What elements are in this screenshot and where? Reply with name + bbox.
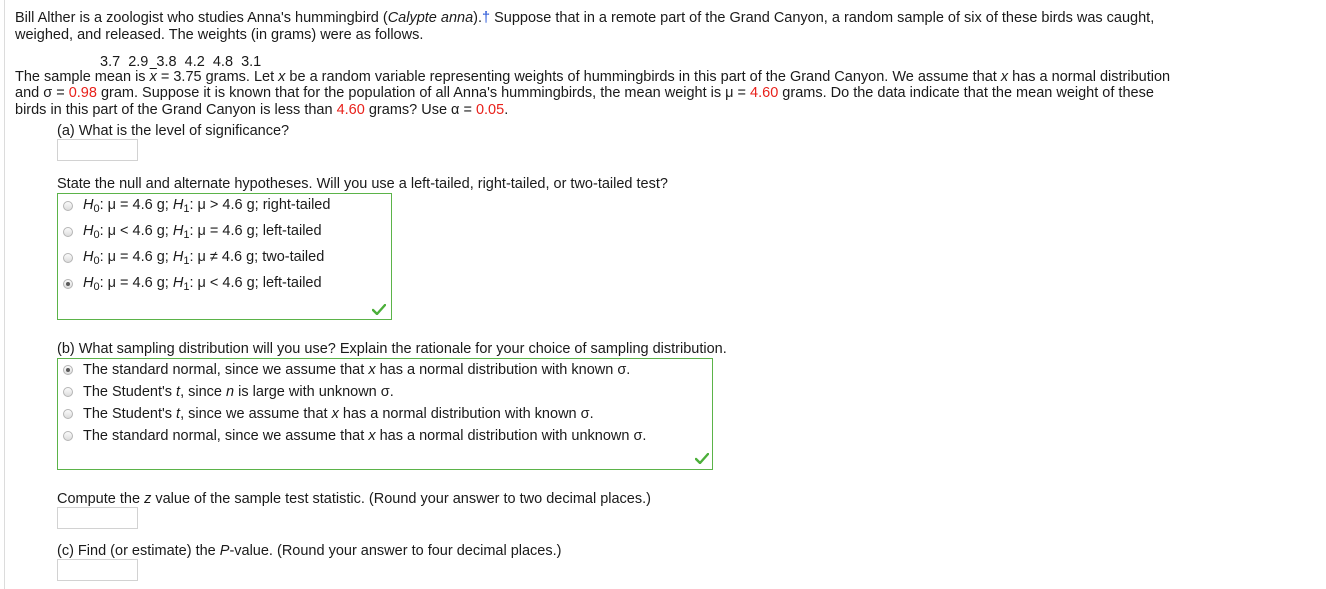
p2-text-5: and σ = (15, 85, 69, 102)
x-symbol: x (278, 69, 286, 85)
question-text: (c) Find (or estimate) the (57, 543, 220, 559)
correct-check-icon (372, 304, 386, 315)
p2-text-1: The sample mean is (15, 69, 150, 85)
option-text: has a normal distribution with known σ. (338, 406, 594, 422)
h0-text: μ = 4.6 g; (107, 249, 173, 265)
h1-text: μ = 4.6 g; left-tailed (197, 223, 322, 239)
h1-text: μ > 4.6 g; right-tailed (197, 197, 331, 213)
p-symbol: P (219, 543, 230, 559)
hypothesis-option-1[interactable]: $H_0$: μ = 4.6 g; $H_1$: μ > 4.6 g; right-tailed (63, 197, 330, 215)
h0-text: μ = 4.6 g; (107, 197, 173, 213)
option-text: is large with unknown σ. (234, 384, 394, 400)
radio-button[interactable] (63, 431, 73, 441)
p2-text-8: birds in this part of the Grand Canyon is less than (15, 101, 337, 118)
intro-text-2: ). (473, 10, 483, 26)
x-symbol: x (331, 406, 339, 422)
hypothesis-option-2[interactable]: $H_0$: μ < 4.6 g; $H_1$: μ = 4.6 g; left-tailed (63, 223, 322, 241)
distribution-option-3[interactable] (63, 406, 594, 422)
alpha-value: 0.05 (475, 101, 505, 118)
p2-text-2: = 3.75 grams. Let (156, 69, 279, 85)
sigma-value: 0.98 (68, 85, 97, 102)
weights-data: 3.7 2.9 3.8 4.2 4.8 3.1 (100, 54, 262, 70)
radio-button-selected[interactable] (63, 365, 73, 375)
radio-button-selected[interactable] (63, 279, 73, 289)
question-text: Compute the (57, 491, 145, 507)
part-b-question: (b) What sampling distribution will you use? Explain the rationale for your choice of sampling distribution. (57, 341, 727, 357)
z-value-answer-input[interactable] (57, 507, 138, 529)
hypothesis-option-3[interactable]: $H_0$: μ = 4.6 g; $H_1$: μ ≠ 4.6 g; two-tailed (63, 249, 324, 267)
option-text: The standard normal, since we assume that (83, 362, 369, 378)
x-symbol: x (1000, 69, 1009, 85)
h1-text: μ < 4.6 g; left-tailed (197, 275, 322, 291)
hypotheses-question: State the null and alternate hypotheses. Will you use a left-tailed, right-tailed, or two-tailed test? (57, 176, 668, 192)
x-bar-symbol: $\overline{x}$ (149, 69, 157, 85)
n-symbol: n (226, 384, 235, 400)
x-symbol: x (368, 428, 376, 444)
part-a-question: (a) What is the level of significance? (57, 123, 290, 139)
radio-button[interactable] (63, 387, 73, 397)
option-text: The Student's (83, 384, 177, 400)
intro-text-1: Bill Alther is a zoologist who studies Anna's hummingbird ( (15, 10, 388, 26)
t-symbol: t (176, 384, 181, 400)
p2-text-7: grams. Do the data indicate that the mean weight of these (778, 85, 1154, 102)
option-text: , since we assume that (180, 406, 332, 422)
species-name: Calypte anna (387, 10, 474, 26)
p2-text-3: be a random variable representing weights of hummingbirds in this part of the Grand Canyon. We assume that (285, 69, 1001, 85)
z-value-question (57, 491, 651, 507)
h0-text: μ = 4.6 g; (107, 275, 173, 291)
radio-button[interactable] (63, 201, 73, 211)
hypothesis-option-4-selected[interactable]: $H_0$: μ = 4.6 g; $H_1$: μ < 4.6 g; left-tailed (63, 275, 322, 293)
distribution-option-4[interactable] (63, 428, 646, 444)
radio-button[interactable] (63, 253, 73, 263)
h0-text: μ < 4.6 g; (107, 223, 173, 239)
significance-answer-input[interactable] (57, 139, 138, 161)
intro-line-2: weighed, and released. The weights (in grams) were as follows. (15, 26, 424, 43)
distribution-option-2[interactable] (63, 384, 394, 400)
option-text: The standard normal, since we assume that (83, 428, 369, 444)
option-text: , since (180, 384, 227, 400)
distribution-option-1-selected[interactable] (63, 362, 630, 378)
question-text: value of the sample test statistic. (Round your answer to two decimal places.) (151, 491, 651, 507)
footnote-dagger-link[interactable]: † (482, 10, 491, 26)
option-text: has a normal distribution with known σ. (375, 362, 631, 378)
correct-check-icon (695, 453, 709, 464)
part-c-question (57, 543, 561, 559)
less-than-value: 4.60 (336, 101, 365, 118)
mu-value: 4.60 (750, 85, 779, 102)
z-symbol: z (144, 491, 152, 507)
radio-button[interactable] (63, 409, 73, 419)
p2-text-6: gram. Suppose it is known that for the population of all Anna's hummingbirds, the mean weight is μ = (96, 85, 751, 102)
h1-text: μ ≠ 4.6 g; two-tailed (197, 249, 325, 265)
question-text: -value. (Round your answer to four decimal places.) (229, 543, 562, 559)
p2-text-9: grams? Use α = (364, 101, 476, 118)
p2-text-4: has a normal distribution (1008, 69, 1171, 85)
option-text: has a normal distribution with unknown σ. (375, 428, 647, 444)
p2-text-10: . (504, 101, 509, 118)
intro-text-3: Suppose that in a remote part of the Grand Canyon, a random sample of six of these birds was caught, (490, 10, 1155, 26)
p-value-answer-input[interactable] (57, 559, 138, 581)
radio-button[interactable] (63, 227, 73, 237)
x-symbol: x (368, 362, 376, 378)
problem-intro (15, 10, 1315, 43)
option-text: The Student's (83, 406, 177, 422)
t-symbol: t (176, 406, 181, 422)
problem-details (15, 69, 1315, 118)
left-margin-rule (4, 0, 5, 589)
